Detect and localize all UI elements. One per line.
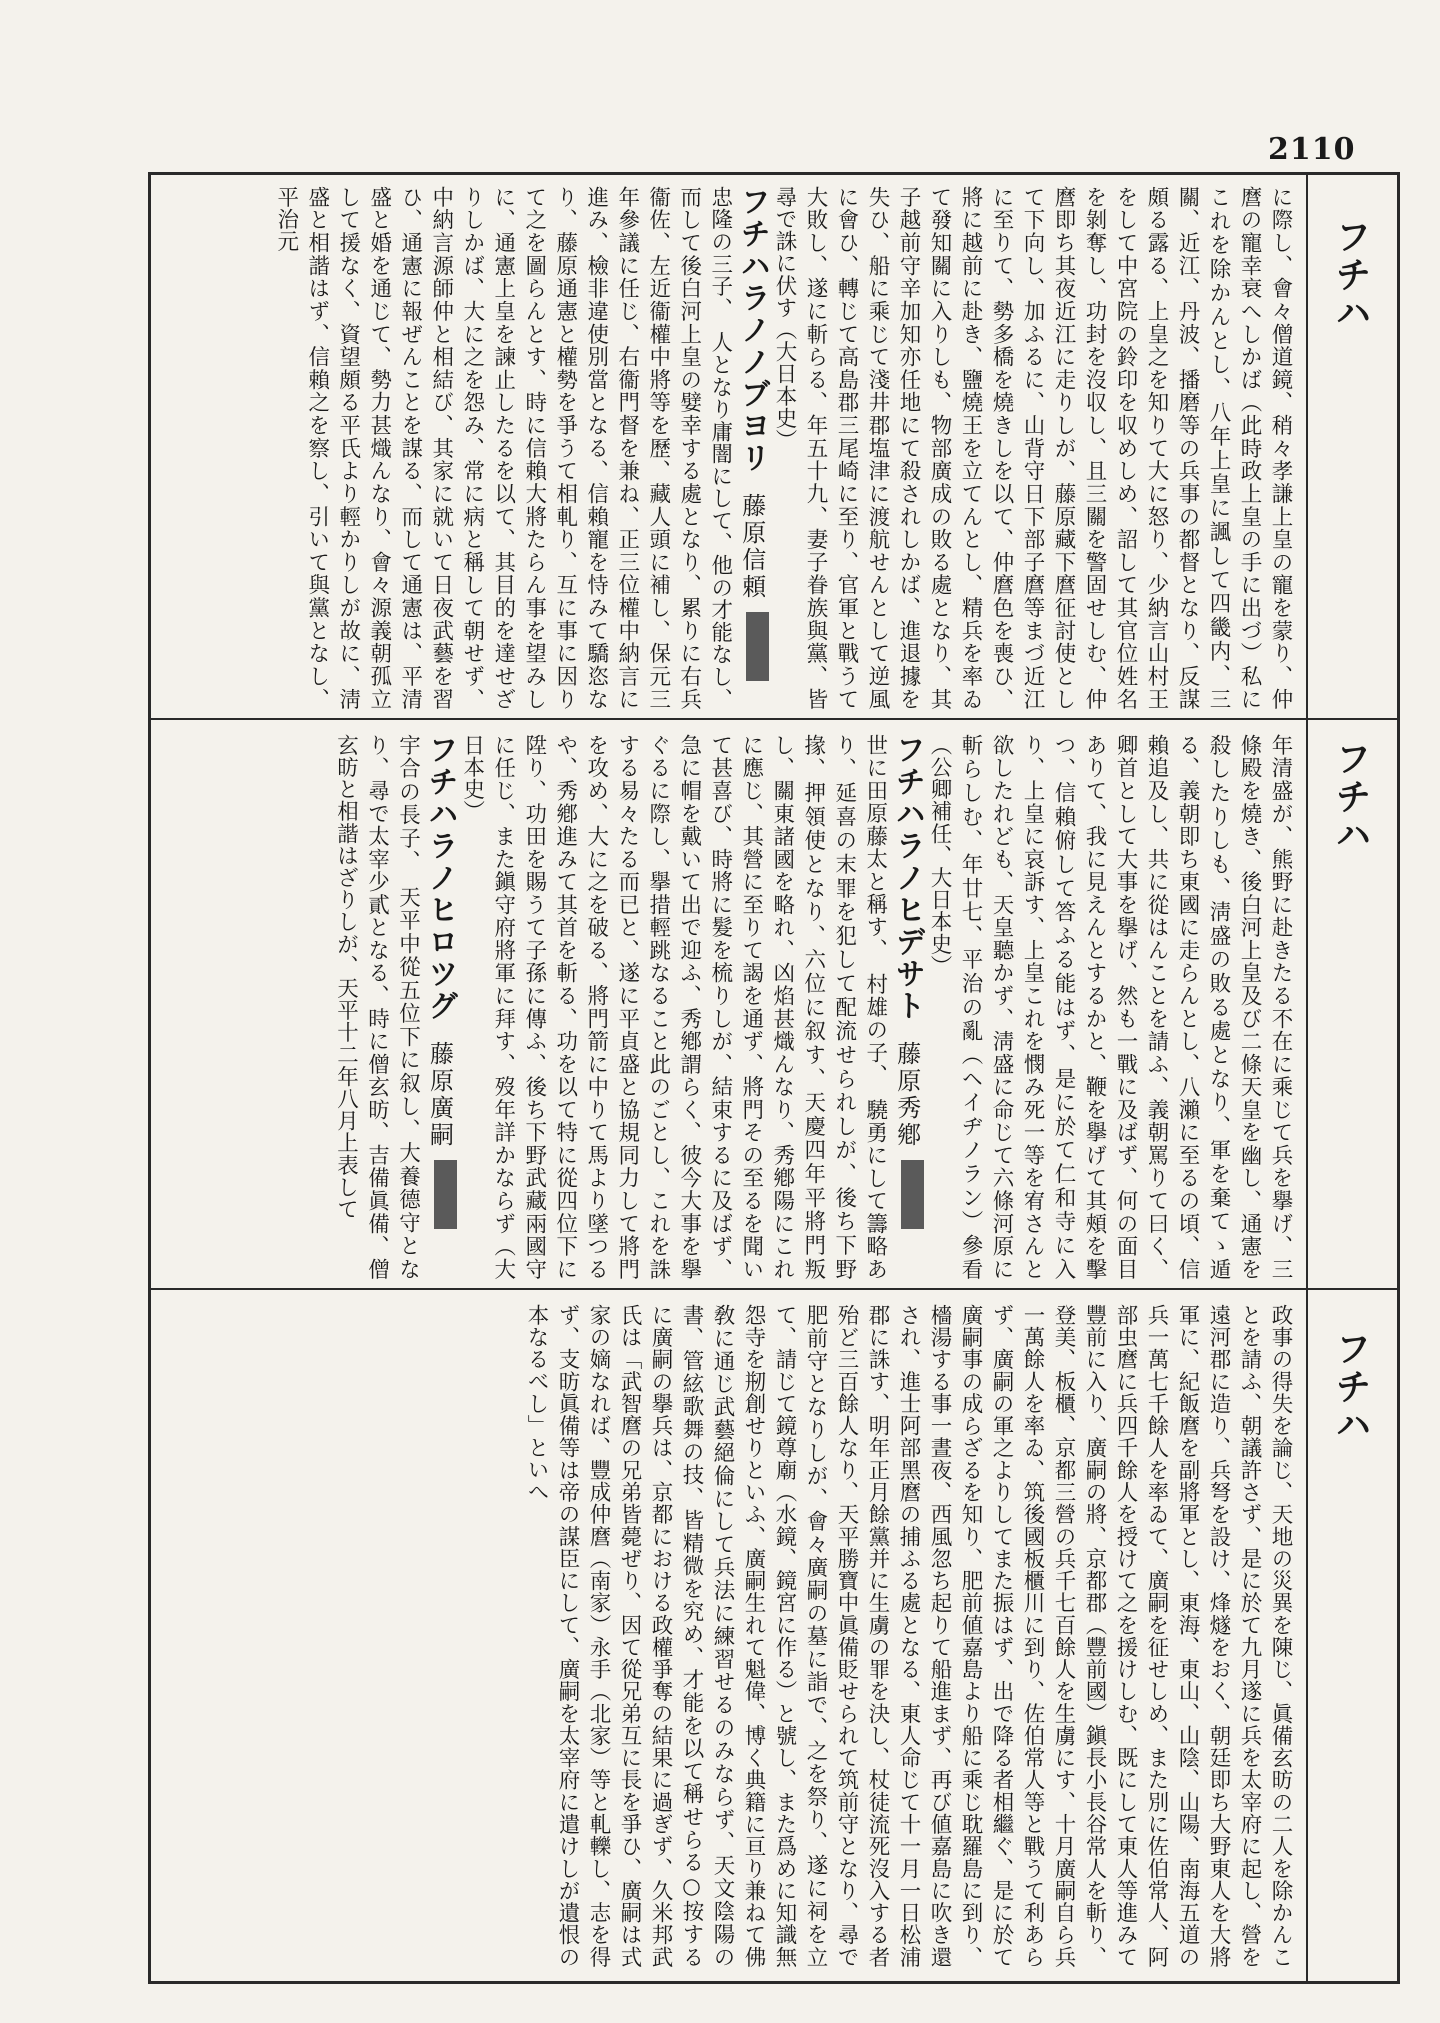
section-middle — [170, 734, 1296, 1280]
entry-author: 藤原廣嗣 — [425, 1041, 454, 1150]
fujiwara-nakamaro-continued: に際し、會々僧道鏡、稍々孝謙上皇の寵を蒙り、仲麿の寵幸衰へしかば（此時政上皇の手に出づ）私にこれを除かんとし、八年上皇に諷して四畿内、三關、近江、丹波、播磨等の兵事の都督となり、反謀頗る露る、上皇之を知りて大に怒り、少納言山村王をして中宮院の鈴印を収めしめ、詔して其官位姓名を剝奪し、功封を沒収し、且三關を警固せしむ、仲麿即ち其夜近江に走りしが、藤原藏下麿征討使として下向し、加ふるに、山背守日下部子麿等まづ近江に至りて、勢多橋を燒きしを以て、仲麿色を喪ひ、將に越前に赴き、鹽燒王を立てんとし、精兵を率ゐて發知關に入りしも、物部廣成の敗る處となり、其子越前守辛加知亦任地にて殺されしかば、進退據を失ひ、船に乘じて淺井郡塩津に渡航せんとして逆風に會ひ、轉じて高島郡三尾崎に至り、官軍と戰うて大敗し、遂に斬らる、年五十九、妻子眷族與黨、皆尋で誅に伏す（大日本史） — [772, 186, 1293, 710]
entry-text: 忠隆の三子、 人となり庸闇にして、他の才能なし、而して後白河上皇の嬖幸する處となり、累りに右兵衞佐、左近衞權中將等を歷、藏人頭に補し、保元三年參議に任じ、右衞門督を兼ね、正三位權中納言に進み、檢非違使別當となる、信賴寵を恃みて驕恣なり、藤原通憲と權勢を爭うて相軋り、互に事に因りて之を圖らんとす、時に信賴大將たらん事を望みしに、通憲上皇を諫止したるを以て、其目的を達せざりしかば、大に之を怨み、常に病と稱して朝せず、中納言源師仲と相結び、其家に就いて日夜武藝を習ひ、通憲に報ぜんことを謀る、而して通憲は、平清盛と婚を通じて、勢力甚熾んなり、會々源義朝孤立して援なく、資望頗る平氏より輕かりしが故に、淸盛と相諧はず、信賴之を察し、引いて與黨となし、平治元 — [273, 186, 733, 710]
entry-text: 宇合の長子、 天平中從五位下に叙し、大養德守となり、尋で太宰少貳となる、時に僧玄昉、吉備眞備、僧玄昉と相諧はざりしが、天平十二年八月上表して — [333, 734, 421, 1280]
section-top — [170, 186, 1296, 710]
entry-author: 藤原信頼 — [737, 493, 766, 602]
running-head-top: フチハ — [1330, 218, 1371, 332]
entry-fujiwara-hidesato — [457, 734, 924, 1280]
section-divider-lower — [150, 1288, 1398, 1290]
page-number: 2110 — [1268, 132, 1356, 167]
entry-title: フチハラノノブヨリ — [734, 186, 770, 474]
entry-fujiwara-hirotsugu — [330, 734, 456, 1280]
seal-mark — [901, 1160, 924, 1229]
entry-fujiwara-nobuyori — [271, 186, 769, 710]
head-rule-top — [1306, 174, 1308, 718]
entry-author: 藤原秀鄕 — [892, 1041, 921, 1150]
section-bottom — [170, 1304, 1296, 1968]
section-divider-upper — [150, 718, 1398, 720]
seal-mark — [746, 612, 769, 681]
running-head-middle: フチハ — [1330, 740, 1371, 854]
fujiwara-nobuyori-continued: 年清盛が、熊野に赴きたる不在に乘じて兵を擧げ、三條殿を燒き、後白河上皇及び二條天皇を幽し、通憲を殺したりしも、淸盛の敗る處となり、軍を棄てゝ遁る、義朝即ち東國に走らんとし、八瀨に至るの頃、信賴追及し、共に從はんことを請ふ、義朝罵りて曰く、卿首として大事を擧げ、然も一戰に及ばず、何の面目ありて、我に見えんとするかと、鞭を擧げて其頰を擊つ、信賴俯して答ふる能はず、是に於て仁和寺に入り、上皇に哀訴す、上皇これを憫み死一等を宥さんと欲したれども、天皇聽かず、淸盛に命じて六條河原に斬らしむ、年廿七、平治の亂（ヘイヂノラン）參看（公卿補任、大日本史） — [927, 734, 1293, 1280]
seal-mark — [434, 1160, 457, 1229]
fujiwara-hirotsugu-continued: 政事の得失を論じ、天地の災異を陳じ、眞備玄昉の二人を除かんことを請ふ、朝議許さず、是に於て九月遂に兵を太宰府に起し、營を遠河郡に造り、兵弩を設け、烽燧をおく、朝廷即ち大野東人を大將軍に、紀飯麿を副將軍とし、東海、東山、山陰、山陽、南海五道の兵一萬七千餘人を率ゐて、廣嗣を征せしめ、また別に佐伯常人、阿部虫麿に兵四千餘人を授けて之を援けしむ、既にして東人等進みて豐前に入り、廣嗣の將、京都郡（豐前國）鎭長小長谷常人を斬り、登美、板櫃、京都三營の兵千七百餘人を生虜にす、十月廣嗣自ら兵一萬餘人を率ゐ、筑後國板櫃川に到り、佐伯常人等と戰うて利あらず、廣嗣の軍之よりしてまた振はず、出で降る者相繼ぐ、是に於て廣嗣事の成らざるを知り、肥前値嘉島より船に乘じ耽羅島に到り、檣湯する事一晝夜、西風忽ち起りて船進まず、再び値嘉島に吹き還され、進士阿部黑麿の捕ふる處となる、東人命じて十一月一日松浦郡に誅す、明年正月餘黨并に生虜の罪を決し、杖徒流死沒入する者殆ど三百餘人なり、天平勝寶中眞備貶せられて筑前守となり、尋で肥前守となりしが、會々廣嗣の墓に詣で、之を祭り、遂に祠を立て、請じて鏡尊廟（水鏡、鏡宮に作る）と號し、また爲めに知識無怨寺を剏創せりといふ、廣嗣生れて魁偉、博く典籍に亘り兼ねて佛敎に通じ武藝絕倫にして兵法に練習せるのみならず、天文陰陽の書、管絃歌舞の技、皆精微を究め、才能を以て稱せらる○按するに廣嗣の擧兵は、京都における政權爭奪の結果に過ぎず、久米邦武氏は「武智麿の兄弟皆薨ぜり、因て從兄弟互に長を爭ひ、廣嗣は式家の嫡なれば、豐成仲麿（南家）永手（北家）等と軋轢し、志を得ず、支昉眞備等は帝の謀臣にして、廣嗣を太宰府に遣けしが遺恨の本なるべし」といへ — [524, 1304, 1293, 1968]
entry-title: フチハラノヒデサト — [889, 734, 925, 1022]
running-head-bottom: フチハ — [1330, 1330, 1371, 1444]
entry-text: 世に田原藤太と稱す、 村雄の子、 驍勇にして籌略あり、延喜の末罪を犯して配流せられしが、後ち下野掾、押領使となり、六位に叙す、天慶四年平將門叛し、關東諸國を略れ、凶焰甚熾んなり、秀鄕陽にこれに應じ、其營に至りて謁を通ず、將門その至るを聞いて甚喜び、時將に髮を梳りしが、結束するに及ばず、急に帽を戴いて出で迎ふ、秀鄕謂らく、彼今大事を擧ぐるに際し、擧措輕跳なること此のごとし、これを誅する易々たる而已と、遂に平貞盛と協規同力して將門を攻め、大に之を破る、將門箭に中りて馬より墜つるや、秀鄕進みて其首を斬る、功を以て特に從四位下に陞り、功田を賜うて子孫に傳ふ、後ち下野武藏兩國守に任じ、また鎭守府將軍に拜す、歿年詳かならず（大日本史） — [459, 734, 888, 1280]
entry-title: フチハラノヒロツグ — [422, 734, 458, 1022]
head-rule-middle — [1306, 720, 1308, 1288]
head-rule-bottom — [1306, 1290, 1308, 1982]
